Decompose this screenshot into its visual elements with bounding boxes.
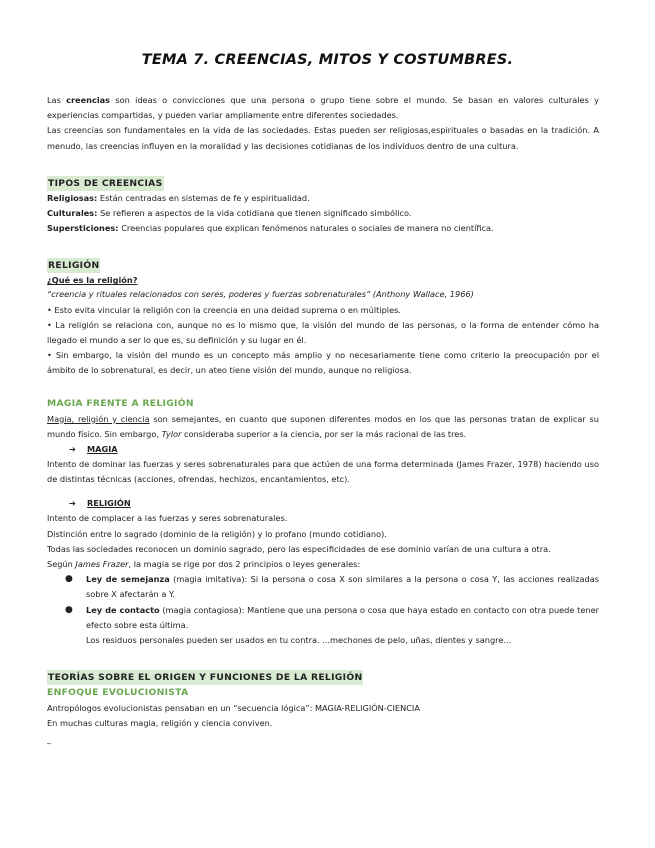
- tipo-item: [47, 221, 599, 236]
- tipo-item: [47, 191, 599, 206]
- subheading-text: RELIGIÓN: [87, 498, 131, 509]
- religion-line: Distinción entre lo sagrado (dominio de la religión) y lo profano (mundo cotidiano).: [47, 528, 387, 539]
- text: , la magia se rige por dos 2 principios o leyes generales:: [128, 559, 361, 570]
- intro-paragraph-2: Las creencias son fundamentales en la vida de las sociedades. Estas pueden ser religiosas,espirituales o basadas en la tradición. A menudo, las creencias influyen en la moralidad y las decisiones cotidianas de los individuos dentro de una cultura.: [47, 125, 599, 151]
- religion-bullet: • Sin embargo, la visión del mundo es un concepto más amplio y no necesariamente tiene como criterio la preocupación por el ámbito de lo sobrenatural, es decir, un ateo tiene visión del mundo, aunque no religiosa.: [47, 350, 599, 376]
- bullet-icon: ●: [65, 604, 73, 615]
- page-title: TEMA 7. CREENCIAS, MITOS Y COSTUMBRES.: [141, 52, 514, 68]
- heading-text: TEORÍAS SOBRE EL ORIGEN Y FUNCIONES DE LA RELIGIÓN: [48, 672, 363, 684]
- text: Las: [47, 95, 67, 105]
- tipo-text: Creencias populares que explican fenómenos naturales o sociales de manera no científica.: [118, 223, 494, 234]
- tipo-item: [47, 206, 599, 221]
- tipo-text: Están centradas en sistemas de fe y espiritualidad.: [97, 192, 310, 203]
- religion-line: Todas las sociedades reconocen un dominio sagrado, pero las especificidades de ese dominio varían de una cultura a otra.: [47, 543, 551, 554]
- text: son ideas o convicciones que una persona o grupo tiene sobre el mundo. Se basan en valores culturales y experiencias compartidas, y pueden variar ampliamente entre diferentes sociedades.: [47, 95, 599, 121]
- tipo-label: Culturales:: [47, 208, 98, 219]
- section-heading-tipos: [47, 171, 599, 191]
- italic-name: Tylor: [161, 428, 182, 439]
- list-item: [65, 603, 599, 633]
- tipo-label: Supersticiones:: [47, 223, 119, 234]
- heading-text: RELIGIÓN: [48, 260, 100, 272]
- tipo-label: Religiosas:: [47, 192, 98, 203]
- list-item: [65, 572, 599, 602]
- leyes-list: [47, 572, 599, 633]
- ley-label: Ley de contacto: [86, 604, 160, 615]
- section-heading-magia: MAGIA FRENTE A RELIGIÓN: [47, 397, 194, 409]
- ley-continuation: Los residuos personales pueden ser usados en tu contra. ...mechones de pelo, uñas, dientes y sangre...: [86, 635, 512, 646]
- ley-text: (magia contagiosa): Mantiene que una persona o cosa que haya estado en contacto con otra puede tener efecto sobre esta última.: [86, 604, 599, 630]
- section-heading-teorias: [47, 665, 599, 685]
- religion-question: ¿Qué es la religión?: [47, 275, 138, 286]
- religion-subheading: [47, 496, 599, 511]
- arrow-right-icon: ➔: [69, 498, 76, 509]
- arrow-right-icon: ➔: [69, 444, 76, 455]
- document-body: [47, 93, 599, 747]
- text: consideraba superior a la ciencia, por ser la más racional de las tres.: [181, 428, 467, 439]
- italic-name: James Frazer: [75, 559, 129, 570]
- religion-line: Intento de complacer a las fuerzas y seres sobrenaturales.: [47, 513, 288, 524]
- bullet-icon: ●: [65, 574, 73, 585]
- text: Según: [47, 559, 76, 570]
- subheading-evolucionista: ENFOQUE EVOLUCIONISTA: [47, 687, 189, 699]
- subheading-text: MAGIA: [87, 444, 118, 455]
- religion-quote: “creencia y rituales relacionados con seres, poderes y fuerzas sobrenaturales” (Anthony Wallace, 1966): [47, 289, 474, 300]
- ley-label: Ley de semejanza: [86, 574, 170, 585]
- teorias-line: En muchas culturas magia, religión y ciencia conviven.: [47, 718, 273, 729]
- magia-subheading: [47, 442, 599, 457]
- intro-paragraph-1: [47, 93, 599, 123]
- teorias-line: Antropólogos evolucionistas pensaban en un “secuencia lógica”: MAGIA-RELIGIÓN-CIENCIA: [47, 703, 420, 714]
- bold-term: creencias: [66, 95, 111, 105]
- ley-text: (magia imitativa): Si la persona o cosa X son similares a la persona o cosa Y, las acciones realizadas sobre X afectarán a Y.: [86, 574, 599, 600]
- text: son semejantes, en cuanto que suponen diferentes modos en los que las personas tratan de explicar su mundo físico. Sin embargo,: [47, 413, 599, 439]
- teorias-line: _: [47, 733, 52, 744]
- religion-bullet: • Esto evita vincular la religión con la creencia en una deidad suprema o en múltiples.: [47, 304, 401, 315]
- tipo-text: Se refieren a aspectos de la vida cotidiana que tienen significado simbólico.: [97, 208, 412, 219]
- section-heading-religion: [47, 253, 599, 273]
- religion-bullet: • La religión se relaciona con, aunque no es lo mismo que, la visión del mundo de las personas, o la forma de entender cómo ha llegado el mundo a ser lo que es, su definición y su lugar en él.: [47, 319, 599, 346]
- frazer-line: [47, 557, 599, 572]
- underlined-text: Magia, religión y ciencia: [47, 413, 150, 424]
- magia-paragraph: [47, 412, 599, 442]
- magia-definition: Intento de dominar las fuerzas y seres sobrenaturales para que actúen de una forma determinada (James Frazer, 1978) haciendo uso de distintas técnicas (acciones, ofrendas, hechizos, encantamientos, etc).: [47, 459, 599, 485]
- heading-text: TIPOS DE CREENCIAS: [48, 177, 163, 189]
